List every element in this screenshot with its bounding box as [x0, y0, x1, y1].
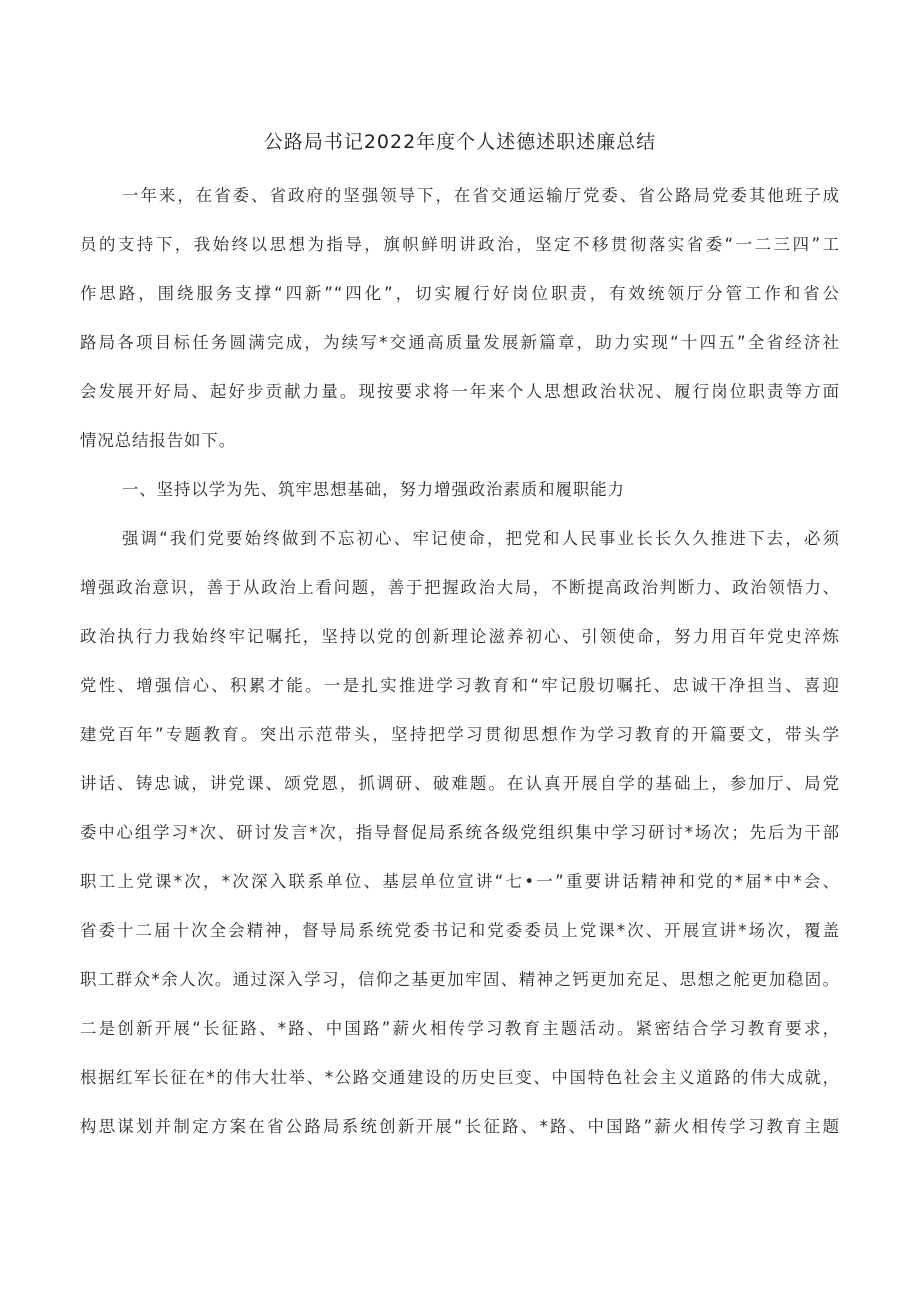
paragraph-2-line-12: 根据红军长征在*的伟大壮举、*公路交通建设的历史巨变、中国特色社会主义道路的伟大成就， — [80, 1068, 840, 1087]
paragraph-1-line-4: 路局各项目标任务圆满完成，为续写*交通高质量发展新篇章，助力实现“十四五”全省经济社 — [80, 333, 840, 352]
paragraph-2-line-10: 职工群众*余人次。通过深入学习，信仰之基更加牢固、精神之钙更加充足、思想之舵更加稳固。 — [80, 970, 840, 989]
paragraph-2-line-9: 省委十二届十次全会精神，督导局系统党委书记和党委委员上党课*次、开展宣讲*场次，覆盖 — [80, 921, 840, 940]
paragraph-1-line-6: 情况总结报告如下。 — [80, 431, 237, 450]
section-heading-1: 一、坚持以学为先、筑牢思想基础，努力增强政治素质和履职能力 — [122, 480, 625, 499]
paragraph-1-line-3: 作思路，围绕服务支撑“四新”“四化”，切实履行好岗位职责，有效统领厅分管工作和省公 — [80, 284, 840, 303]
document-body — [80, 177, 840, 1157]
paragraph-1-line-2: 员的支持下，我始终以思想为指导，旗帜鲜明讲政治，坚定不移贯彻落实省委“一二三四”工 — [80, 235, 840, 254]
paragraph-2-line-3: 政治执行力我始终牢记嘱托，坚持以党的创新理论滋养初心、引领使命，努力用百年党史淬炼 — [80, 627, 840, 646]
paragraph-2-line-13: 构思谋划并制定方案在省公路局系统创新开展“长征路、*路、中国路”薪火相传学习教育主题 — [80, 1117, 840, 1136]
paragraph-1-line-5: 会发展开好局、起好步贡献力量。现按要求将一年来个人思想政治状况、履行岗位职责等方面 — [80, 382, 840, 401]
paragraph-2-line-5: 建党百年”专题教育。突出示范带头，坚持把学习贯彻思想作为学习教育的开篇要文，带头学 — [80, 725, 840, 744]
paragraph-2-line-11: 二是创新开展“长征路、*路、中国路”薪火相传学习教育主题活动。紧密结合学习教育要求， — [80, 1019, 840, 1038]
paragraph-2-line-6: 讲话、铸忠诚，讲党课、颂党恩，抓调研、破难题。在认真开展自学的基础上，参加厅、局党 — [80, 774, 840, 793]
paragraph-2-line-8: 职工上党课*次，*次深入联系单位、基层单位宣讲“七•一”重要讲话精神和党的*届*中*会、 — [80, 872, 840, 891]
paragraph-2-line-7: 委中心组学习*次、研讨发言*次，指导督促局系统各级党组织集中学习研讨*场次；先后为干部 — [80, 823, 840, 842]
paragraph-2-line-4: 党性、增强信心、积累才能。一是扎实推进学习教育和“牢记殷切嘱托、忠诚干净担当、喜迎 — [80, 676, 840, 695]
document-title: 公路局书记2022年度个人述德述职述廉总结 — [263, 131, 657, 153]
paragraph-1-line-1: 一年来，在省委、省政府的坚强领导下，在省交通运输厅党委、省公路局党委其他班子成 — [122, 186, 840, 205]
paragraph-2-line-2: 增强政治意识，善于从政治上看问题，善于把握政治大局，不断提高政治判断力、政治领悟力、 — [80, 578, 840, 597]
paragraph-2-line-1: 强调“我们党要始终做到不忘初心、牢记使命，把党和人民事业长长久久推进下去，必须 — [122, 529, 840, 548]
